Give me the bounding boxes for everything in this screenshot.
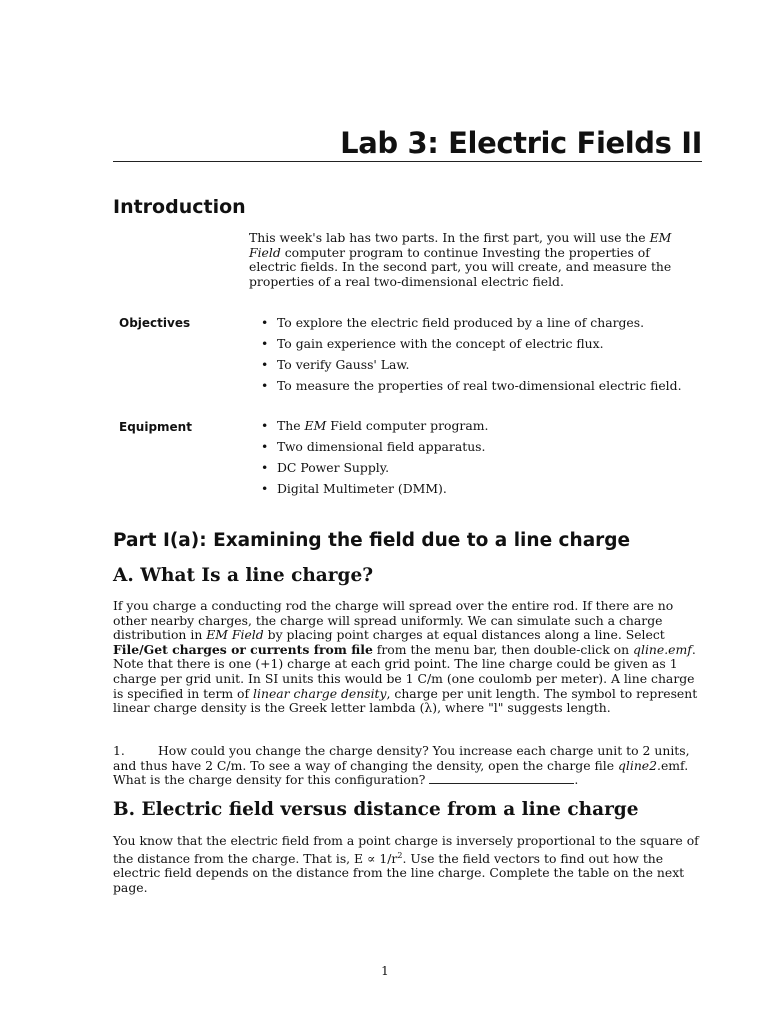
list-item: • Two dimensional field apparatus. xyxy=(258,440,708,461)
section-b-paragraph: You know that the electric field from a point charge is inversely proportional to the square of the distance from the charge. That is, $E \propto 1/r^2$. Use the field vectors to find out how the electric field depends on the distance from the line charge. Complete the table on the next page. xyxy=(113,833,699,895)
menu-path: File/Get charges or currents from file xyxy=(113,641,373,657)
answer-blank[interactable] xyxy=(429,773,574,784)
question-number: 1. xyxy=(113,743,125,758)
introduction-heading: Introduction xyxy=(113,196,246,218)
list-item: • To gain experience with the concept of electric flux. xyxy=(258,337,708,358)
em-field-emphasis: EM Field xyxy=(249,230,672,260)
list-item: • DC Power Supply. xyxy=(258,461,708,482)
list-item: • To measure the properties of real two-dimensional electric field. xyxy=(258,379,708,400)
section-b-heading: B. Electric field versus distance from a line charge xyxy=(113,799,639,820)
question-1: 1. How could you change the charge density? You increase each charge unit to 2 units, and thus have 2 C/m. To see a way of changing the density, open the charge file qline2.emf. What is the charge density for this configuration? . xyxy=(113,743,690,788)
objectives-label: Objectives xyxy=(119,316,191,330)
page-number: 1 xyxy=(381,964,389,978)
list-item: • To verify Gauss' Law. xyxy=(258,358,708,379)
objectives-list xyxy=(258,316,708,400)
list-item: • To explore the electric field produced by a line of charges. xyxy=(258,316,708,337)
page-title: Lab 3: Electric Fields II xyxy=(340,126,702,160)
file-name: qline.emf xyxy=(633,641,692,657)
list-item: • Digital Multimeter (DMM). xyxy=(258,482,708,503)
list-item: • The EM Field computer program. xyxy=(258,419,708,440)
part-heading: Part I(a): Examining the field due to a line charge xyxy=(113,530,631,551)
file-name: qline2. xyxy=(617,757,661,773)
introduction-paragraph: This week's lab has two parts. In the first part, you will use the EM Field computer program to continue Investing the properties of electric fields. In the second part, you will create, and measure the properties of a real two-dimensional electric field. xyxy=(249,230,672,289)
title-divider xyxy=(113,161,702,162)
section-a-heading: A. What Is a line charge? xyxy=(113,565,374,586)
section-a-paragraph: If you charge a conducting rod the charge will spread over the entire rod. If there are no other nearby charges, the charge will spread uniformly. We can simulate such a charge distribution in EM Field by placing point charges at equal distances along a line. Select File/Get charges or currents from file from the menu bar, then double-click on qline.emf. Note that there is one (+1) charge at each grid point. The line charge could be given as 1 charge per grid unit. In SI units this would be 1 C/m (one coulomb per meter). A line charge is specified in term of linear charge density, charge per unit length. The symbol to represent linear charge density is the Greek letter lambda (λ), where "l" suggests length. xyxy=(113,598,698,716)
equipment-label: Equipment xyxy=(119,420,192,434)
equipment-list xyxy=(258,419,708,503)
